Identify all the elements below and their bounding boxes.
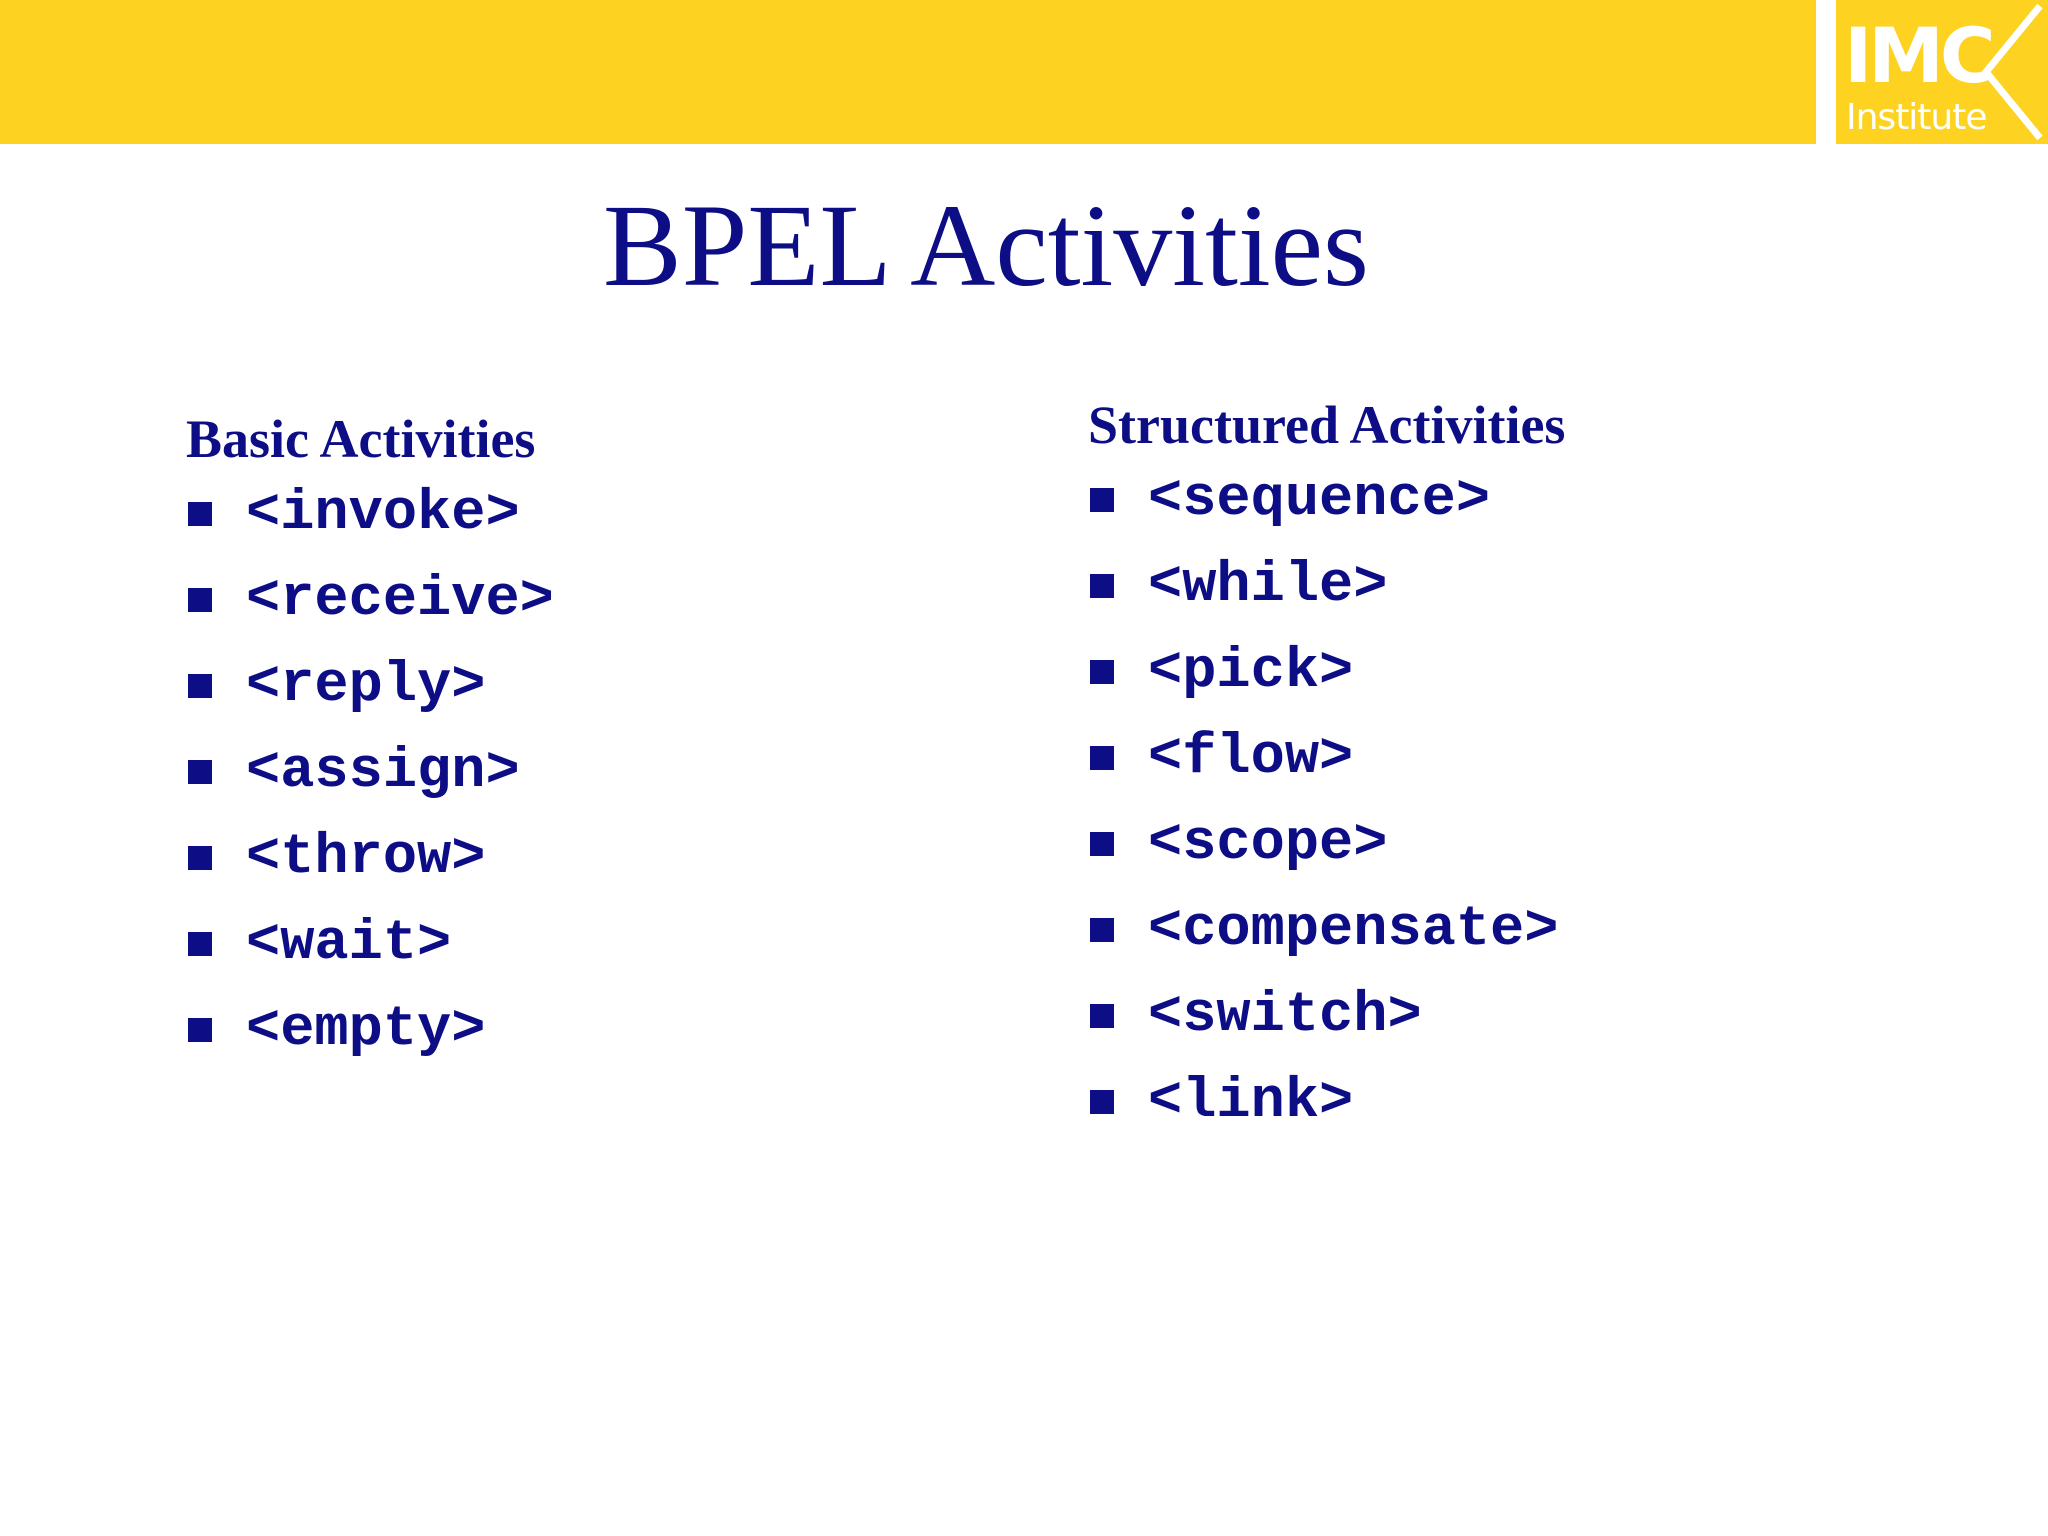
- structured-activities-list: [1088, 468, 1565, 1156]
- square-bullet-icon: [188, 1018, 212, 1042]
- list-item: [1088, 1070, 1565, 1156]
- logo-imc-text: IMC: [1844, 11, 1992, 100]
- list-item: [186, 740, 535, 826]
- list-item-text: <receive>: [246, 568, 554, 632]
- square-bullet-icon: [188, 674, 212, 698]
- imc-institute-logo: [1836, 0, 2048, 144]
- list-item: [1088, 812, 1565, 898]
- square-bullet-icon: [1090, 832, 1114, 856]
- list-item: [1088, 640, 1565, 726]
- list-item: [1088, 898, 1565, 984]
- square-bullet-icon: [1090, 1090, 1114, 1114]
- list-item-text: <while>: [1148, 554, 1388, 618]
- structured-activities-column: [1088, 392, 1565, 1156]
- list-item-text: <throw>: [246, 826, 486, 890]
- square-bullet-icon: [188, 760, 212, 784]
- square-bullet-icon: [1090, 488, 1114, 512]
- list-item: [1088, 726, 1565, 812]
- structured-activities-heading: Structured Activities: [1088, 395, 1566, 455]
- list-item-text: <reply>: [246, 654, 486, 718]
- square-bullet-icon: [188, 502, 212, 526]
- list-item-text: <assign>: [246, 740, 520, 804]
- list-item-text: <wait>: [246, 912, 452, 976]
- list-item: [186, 998, 535, 1084]
- logo-institute-text: Institute: [1846, 97, 1987, 138]
- list-item-text: <link>: [1148, 1070, 1354, 1134]
- list-item: [186, 826, 535, 912]
- list-item: [186, 482, 535, 568]
- list-item-text: <flow>: [1148, 726, 1354, 790]
- list-item: [186, 654, 535, 740]
- list-item: [1088, 554, 1565, 640]
- list-item-text: <empty>: [246, 998, 486, 1062]
- list-item-text: <scope>: [1148, 812, 1388, 876]
- square-bullet-icon: [1090, 574, 1114, 598]
- list-item: [1088, 984, 1565, 1070]
- square-bullet-icon: [188, 846, 212, 870]
- square-bullet-icon: [1090, 1004, 1114, 1028]
- list-item: [1088, 468, 1565, 554]
- list-item-text: <sequence>: [1148, 468, 1491, 532]
- list-item-text: <pick>: [1148, 640, 1354, 704]
- square-bullet-icon: [1090, 918, 1114, 942]
- basic-activities-heading: Basic Activities: [186, 409, 536, 469]
- list-item: [186, 912, 535, 998]
- page-title: BPEL Activities: [603, 180, 1369, 311]
- list-item: [186, 568, 554, 654]
- square-bullet-icon: [1090, 746, 1114, 770]
- square-bullet-icon: [188, 588, 212, 612]
- header-band: [0, 0, 1816, 144]
- list-item-text: <compensate>: [1148, 898, 1559, 962]
- square-bullet-icon: [188, 932, 212, 956]
- basic-activities-list: [186, 482, 554, 1084]
- square-bullet-icon: [1090, 660, 1114, 684]
- list-item-text: <switch>: [1148, 984, 1422, 1048]
- list-item-text: <invoke>: [246, 482, 520, 546]
- basic-activities-column: [186, 406, 554, 1084]
